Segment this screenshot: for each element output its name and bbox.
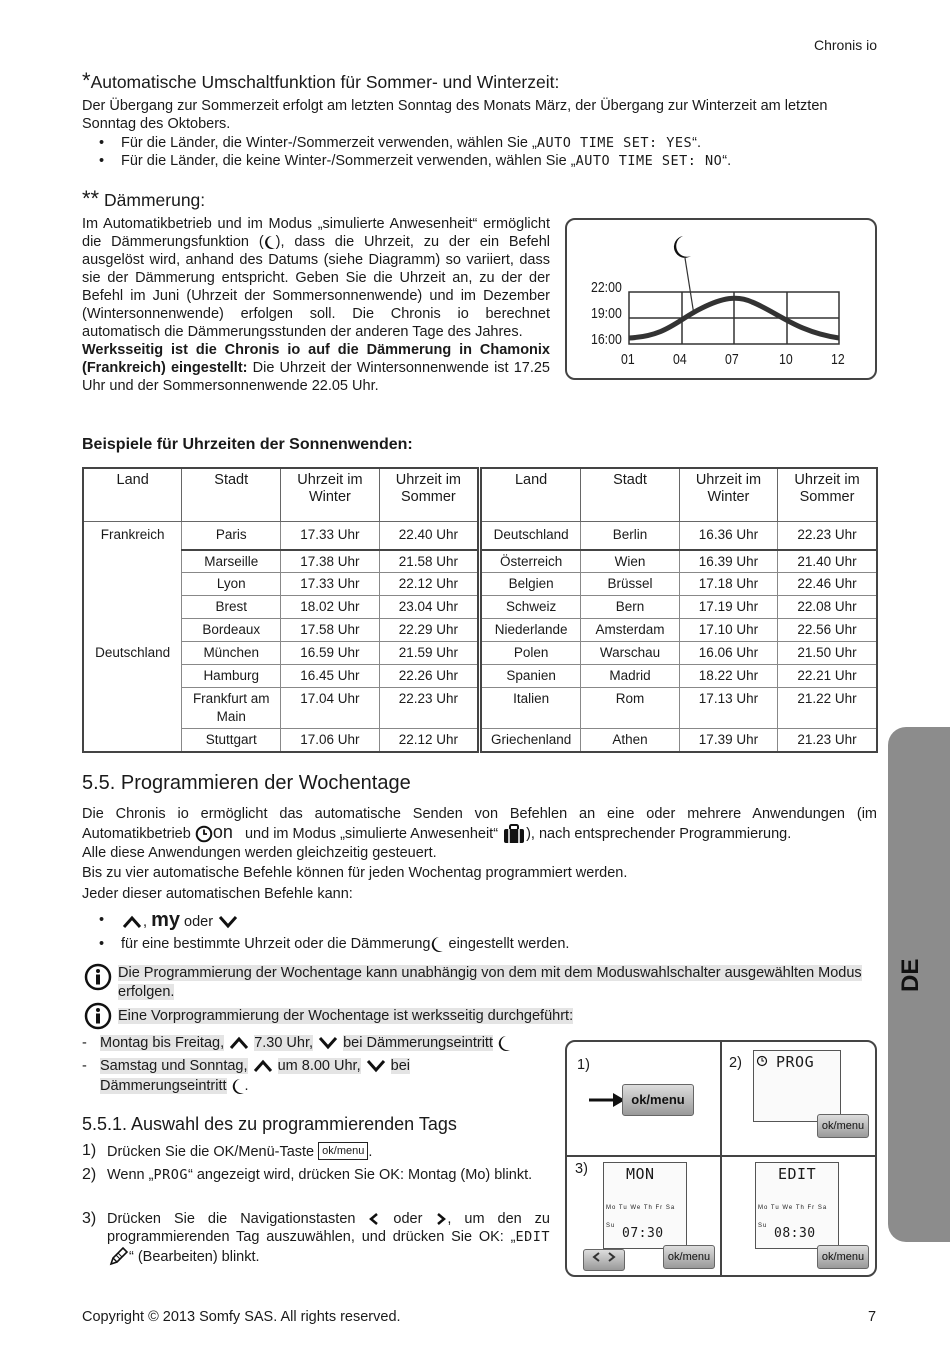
cell-sommer: 21.59 Uhr <box>379 642 478 665</box>
day-tu: Tu <box>618 1205 628 1211</box>
cell-land: Polen <box>481 642 581 665</box>
solstice-table-right <box>480 467 878 753</box>
info-icon <box>84 1002 112 1030</box>
ok-menu-button[interactable]: ok/menu <box>817 1114 869 1138</box>
clock-icon <box>756 1055 768 1067</box>
cell-sommer: 21.58 Uhr <box>379 550 478 573</box>
cell-sommer: 21.50 Uhr <box>778 642 877 665</box>
day-sa: Sa <box>665 1205 676 1211</box>
chevron-left-icon <box>368 1212 380 1226</box>
dst-bullet-yes-end: “. <box>692 135 702 151</box>
day-fr: Fr <box>655 1205 664 1211</box>
lcd-auto-time-yes: AUTO TIME SET: YES <box>536 135 693 151</box>
illustration-step-3: 3) <box>575 1161 588 1177</box>
cell-land: Schweiz <box>481 596 581 619</box>
cell-sommer: 23.04 Uhr <box>379 596 478 619</box>
cell-stadt: Stuttgart <box>182 729 281 752</box>
lcd-mon: MON <box>626 1165 655 1183</box>
time-display: 07:30 <box>622 1226 664 1241</box>
dusk-curve-svg <box>567 220 875 378</box>
dst-heading <box>82 68 560 93</box>
step-3-oder: oder <box>393 1211 423 1227</box>
section-5-5-intro <box>82 805 877 862</box>
col-header-winter: Uhrzeit im Winter <box>679 468 777 522</box>
lcd-auto-time-no: AUTO TIME SET: NO <box>575 153 723 169</box>
cell-sommer: 21.40 Uhr <box>778 550 877 573</box>
clock-icon <box>195 825 213 843</box>
table-row <box>83 642 478 665</box>
cell-winter: 16.06 Uhr <box>679 642 777 665</box>
weekday-time: 7.30 Uhr, <box>254 1035 314 1051</box>
cell-stadt: Bordeaux <box>182 619 281 642</box>
diagram-x-label-5: 12 <box>831 351 845 368</box>
lcd-edit: EDIT <box>515 1229 550 1245</box>
command-bullet-time <box>82 933 782 955</box>
cell-winter: 16.59 Uhr <box>281 642 380 665</box>
down-arrow-icon <box>217 914 239 930</box>
step-number: 3) <box>82 1210 97 1227</box>
dst-bullet-yes-text: Für die Länder, die Winter-/Sommerzeit verwenden, wählen Sie „ <box>121 135 537 151</box>
day-fr: Fr <box>807 1205 816 1211</box>
step-2 <box>82 1166 550 1184</box>
cell-winter: 18.22 Uhr <box>679 665 777 688</box>
table-row <box>481 729 877 752</box>
day-we: We <box>782 1205 794 1211</box>
cell-winter: 17.33 Uhr <box>281 573 380 596</box>
weekend-time: um 8.00 Uhr, <box>277 1058 361 1074</box>
cell-winter: 17.18 Uhr <box>679 573 777 596</box>
ok-menu-key-icon: ok/menu <box>318 1142 368 1160</box>
lcd-prog: PROG <box>776 1053 815 1071</box>
weekend-range: Samstag und Sonntag, <box>100 1058 248 1074</box>
table-row <box>481 573 877 596</box>
diagram-x-label-2: 04 <box>673 351 687 368</box>
dusk-default-text: Die Uhrzeit der Wintersonnenwende ist 17.25 Uhr und der Sommersonnenwende 22.05 Uhr. <box>82 360 551 394</box>
cell-land: Belgien <box>481 573 581 596</box>
table-body <box>83 522 478 752</box>
step-2-text-a: Wenn „ <box>107 1167 154 1183</box>
illustration-step-1: 1) <box>577 1057 590 1073</box>
cell-land: Spanien <box>481 665 581 688</box>
diagram-x-label-3: 07 <box>725 351 739 368</box>
cell-winter: 17.33 Uhr <box>281 522 380 550</box>
cell-stadt: Berlin <box>581 522 680 550</box>
dusk-text <box>82 215 550 395</box>
cell-stadt: Brüssel <box>581 573 680 596</box>
display-screen-edit <box>755 1162 839 1249</box>
solstice-table-left <box>82 467 479 753</box>
intro-text-c: ), nach entsprechender Programmierung. <box>526 826 792 842</box>
info-note-1-text: Die Programmierung der Wochentage kann unabhängig von dem mit dem Moduswahlschalter ausgewählten Modus erfolgen. <box>118 965 862 1000</box>
cell-land: Niederlande <box>481 619 581 642</box>
footer-page-number: 7 <box>868 1309 877 1325</box>
step-3-text-a: Drücken Sie die Navigationstasten <box>107 1211 356 1227</box>
cell-stadt: Madrid <box>581 665 680 688</box>
illustration-divider <box>720 1042 722 1275</box>
footnote-mark: * <box>82 68 91 93</box>
col-header-winter: Uhrzeit im Winter <box>281 468 380 522</box>
table-row <box>481 665 877 688</box>
cell-stadt: Amsterdam <box>581 619 680 642</box>
my-button-label: my <box>151 909 180 931</box>
cell-land: Italien <box>481 688 581 729</box>
pencil-icon <box>107 1246 129 1268</box>
cell-winter: 17.04 Uhr <box>281 688 380 729</box>
diagram-y-label-1: 22:00 <box>591 279 622 296</box>
nav-arrows-icon <box>589 1250 619 1264</box>
step-1-end: . <box>368 1144 373 1160</box>
cell-stadt: Wien <box>581 550 680 573</box>
dusk-heading <box>82 186 206 211</box>
cell-stadt: München <box>182 642 281 665</box>
language-code: DE <box>897 958 924 992</box>
cell-stadt: Lyon <box>182 573 281 596</box>
section-5-5-p2: Bis zu vier automatische Befehle können für jeden Wochentag programmiert werden. <box>82 865 628 881</box>
cell-stadt: Marseille <box>182 550 281 573</box>
cell-sommer: 22.23 Uhr <box>379 688 478 729</box>
cell-sommer: 22.08 Uhr <box>778 596 877 619</box>
col-header-stadt: Stadt <box>182 468 281 522</box>
cell-land: Frankreich <box>83 522 182 550</box>
cell-sommer: 22.40 Uhr <box>379 522 478 550</box>
time-text: für eine bestimmte Uhrzeit oder die Dämmerung <box>121 936 431 952</box>
moon-icon <box>430 936 444 953</box>
day-mo: Mo <box>606 1205 617 1211</box>
weekend-dusk: Dämmerungseintritt <box>100 1078 227 1094</box>
cell-stadt: Warschau <box>581 642 680 665</box>
col-header-stadt: Stadt <box>581 468 680 522</box>
info-note-2 <box>118 1007 573 1026</box>
dusk-text-a: Im Automatikbetrieb und im Modus „simulierte Anwesenheit“ ermöglicht die Dämmerungsfunktion ( <box>82 216 550 250</box>
col-header-land: Land <box>83 468 182 522</box>
up-arrow-icon <box>228 1035 250 1051</box>
cell-winter: 16.36 Uhr <box>679 522 777 550</box>
auto-mode-on-label: on <box>212 822 233 842</box>
step-number: 2) <box>82 1166 97 1183</box>
step-3-text-b: , um den zu programmierenden Tag auszuwählen, und drücken Sie OK: „ <box>107 1211 550 1245</box>
section-5-5-p3: Jeder dieser automatischen Befehle kann: <box>82 886 353 902</box>
footer-copyright: Copyright © 2013 Somfy SAS. All rights reserved. <box>82 1309 401 1325</box>
cell-sommer: 21.22 Uhr <box>778 688 877 729</box>
cell-stadt: Paris <box>182 522 281 550</box>
comma: , <box>143 914 148 930</box>
period: . <box>244 1078 249 1094</box>
cell-winter: 17.39 Uhr <box>679 729 777 752</box>
info-icon <box>84 963 112 991</box>
footnote-mark: ** <box>82 186 100 211</box>
table-row <box>481 619 877 642</box>
up-arrow-icon <box>252 1058 274 1074</box>
dst-bullet-no-end: “. <box>722 153 732 169</box>
cell-winter: 17.58 Uhr <box>281 619 380 642</box>
diagram-x-label-4: 10 <box>779 351 793 368</box>
up-arrow-icon <box>121 914 143 930</box>
dst-bullet-yes <box>82 134 882 152</box>
down-arrow-icon <box>317 1035 339 1051</box>
cell-sommer: 22.29 Uhr <box>379 619 478 642</box>
table-body <box>481 522 877 752</box>
oder-text: oder <box>184 914 214 930</box>
cell-sommer: 22.12 Uhr <box>379 729 478 752</box>
cell-winter: 17.38 Uhr <box>281 550 380 573</box>
dst-bullet-no <box>82 152 882 170</box>
cell-land: Griechenland <box>481 729 581 752</box>
col-header-sommer: Uhrzeit im Sommer <box>379 468 478 522</box>
intro-text-b: und im Modus „simulierte Anwesenheit“ <box>244 826 499 842</box>
table-row <box>83 522 478 550</box>
step-1-text: Drücken Sie die OK/Menü-Taste <box>107 1144 315 1160</box>
cell-winter: 17.10 Uhr <box>679 619 777 642</box>
day-we: We <box>630 1205 642 1211</box>
day-th: Th <box>643 1205 653 1211</box>
cell-sommer: 22.26 Uhr <box>379 665 478 688</box>
time-text-end: eingestellt werden. <box>448 936 570 952</box>
suitcase-icon <box>502 824 526 844</box>
cell-stadt: Frankfurt am Main <box>182 688 281 729</box>
cell-land: Österreich <box>481 550 581 573</box>
cell-stadt: Hamburg <box>182 665 281 688</box>
weekend-bei: bei <box>390 1058 411 1074</box>
cell-sommer: 22.46 Uhr <box>778 573 877 596</box>
cell-sommer: 22.23 Uhr <box>778 522 877 550</box>
weekday-range: Montag bis Freitag, <box>100 1035 225 1051</box>
dusk-diagram <box>565 218 877 380</box>
chevron-right-icon <box>435 1212 447 1226</box>
language-side-tab <box>888 727 950 1242</box>
down-arrow-icon <box>365 1058 387 1074</box>
moon-icon <box>231 1078 245 1095</box>
day-sa: Sa <box>817 1205 828 1211</box>
cell-winter: 17.19 Uhr <box>679 596 777 619</box>
dusk-title: Dämmerung: <box>104 190 206 210</box>
table-row <box>481 550 877 573</box>
day-mo: Mo <box>758 1205 769 1211</box>
nav-buttons[interactable] <box>583 1249 625 1271</box>
cell-winter: 17.06 Uhr <box>281 729 380 752</box>
moon-icon <box>264 235 276 250</box>
cell-land: Deutschland <box>481 522 581 550</box>
examples-title: Beispiele für Uhrzeiten der Sonnenwenden: <box>82 436 413 453</box>
step-number: 1) <box>82 1142 97 1159</box>
cell-winter: 16.45 Uhr <box>281 665 380 688</box>
command-list <box>82 909 782 955</box>
diagram-x-label-1: 01 <box>621 351 635 368</box>
lcd-prog: PROG <box>153 1167 188 1183</box>
table-row <box>481 522 877 550</box>
cell-winter: 18.02 Uhr <box>281 596 380 619</box>
header-product-name: Chronis io <box>813 37 877 53</box>
table-row <box>481 642 877 665</box>
cell-stadt: Rom <box>581 688 680 729</box>
step-3 <box>82 1210 550 1268</box>
section-5-5-1-title: 5.5.1. Auswahl des zu programmierenden Tags <box>82 1114 457 1134</box>
programming-illustration <box>565 1040 877 1277</box>
cell-winter: 16.39 Uhr <box>679 550 777 573</box>
info-note-1 <box>118 964 878 1002</box>
display-screen-prog <box>753 1050 841 1122</box>
display-screen-mon <box>603 1162 687 1249</box>
cell-stadt: Brest <box>182 596 281 619</box>
cell-sommer: 22.12 Uhr <box>379 573 478 596</box>
diagram-y-label-2: 19:00 <box>591 305 622 322</box>
ok-menu-button[interactable]: ok/menu <box>622 1084 694 1116</box>
table-row <box>481 688 877 729</box>
col-header-land: Land <box>481 468 581 522</box>
cell-land: Deutschland <box>83 642 182 752</box>
dst-bullet-no-text: Für die Länder, die keine Winter-/Sommerzeit verwenden, wählen Sie „ <box>121 153 576 169</box>
step-3-text-c: “ (Bearbeiten) blinkt. <box>129 1248 260 1265</box>
illustration-step-2: 2) <box>729 1055 742 1071</box>
moon-icon <box>497 1035 511 1052</box>
cell-stadt: Bern <box>581 596 680 619</box>
step-2-text-b: “ angezeigt wird, drücken Sie OK: Montag (Mo) blinkt. <box>188 1167 533 1183</box>
cell-stadt: Athen <box>581 729 680 752</box>
intro-text-d: Alle diese Anwendungen werden gleichzeitig gesteuert. <box>82 845 437 862</box>
day-su: Su <box>606 1223 616 1229</box>
cell-winter: 17.13 Uhr <box>679 688 777 729</box>
lcd-edit: EDIT <box>778 1165 817 1183</box>
ok-menu-button[interactable]: ok/menu <box>817 1245 869 1269</box>
col-header-sommer: Uhrzeit im Sommer <box>778 468 877 522</box>
cell-land <box>83 550 182 642</box>
day-su: Su <box>758 1223 768 1229</box>
weekday-dusk: bei Dämmerungseintritt <box>343 1035 493 1051</box>
dusk-default-bold: Werksseitig ist die Chronis io auf die Dämmerung in Chamonix (Frankreich) eingestellt: <box>82 342 550 376</box>
day-tu: Tu <box>770 1205 780 1211</box>
dst-intro: Der Übergang zur Sommerzeit erfolgt am letzten Sonntag des Monats März, der Übergang zur Winterzeit am letzten Sonntag des Oktobers. <box>82 98 828 132</box>
ok-menu-button[interactable]: ok/menu <box>663 1245 715 1269</box>
info-note-2-text: Eine Vorprogrammierung der Wochentage ist werksseitig durchgeführt: <box>118 1008 574 1024</box>
dst-title: Automatische Umschaltfunktion für Sommer- und Winterzeit: <box>90 72 560 92</box>
intro-text-a: Die Chronis io ermöglicht das automatische Senden von Befehlen an eine oder mehrere Anwendungen (im Automatikbetrieb <box>82 806 877 842</box>
day-th: Th <box>795 1205 805 1211</box>
command-bullet-directions <box>82 909 782 933</box>
dst-list <box>82 134 882 170</box>
diagram-y-label-3: 16:00 <box>591 331 622 348</box>
table-row <box>83 550 478 573</box>
dusk-text-b: ), dass die Uhrzeit, zu der ein Befehl ausgelöst wird, anhand des Datums (siehe Diagramm) so variiert, dass sie der Dämmerung entspricht. Geben Sie die Uhrzeit an, zu der der Befehl im Juni (Uhrzeit der Sommersonnenwende) und im Dezember (Wintersonnenwende) erfolgen soll. Die Chronis io berechnet automatisch die Dämmerungsstunden der anderen Tage des Jahres. <box>82 234 550 340</box>
cell-sommer: 21.23 Uhr <box>778 729 877 752</box>
section-5-5-title: 5.5. Programmieren der Wochentage <box>82 772 411 794</box>
cell-sommer: 22.56 Uhr <box>778 619 877 642</box>
time-display: 08:30 <box>774 1226 816 1241</box>
table-row <box>481 596 877 619</box>
cell-sommer: 22.21 Uhr <box>778 665 877 688</box>
